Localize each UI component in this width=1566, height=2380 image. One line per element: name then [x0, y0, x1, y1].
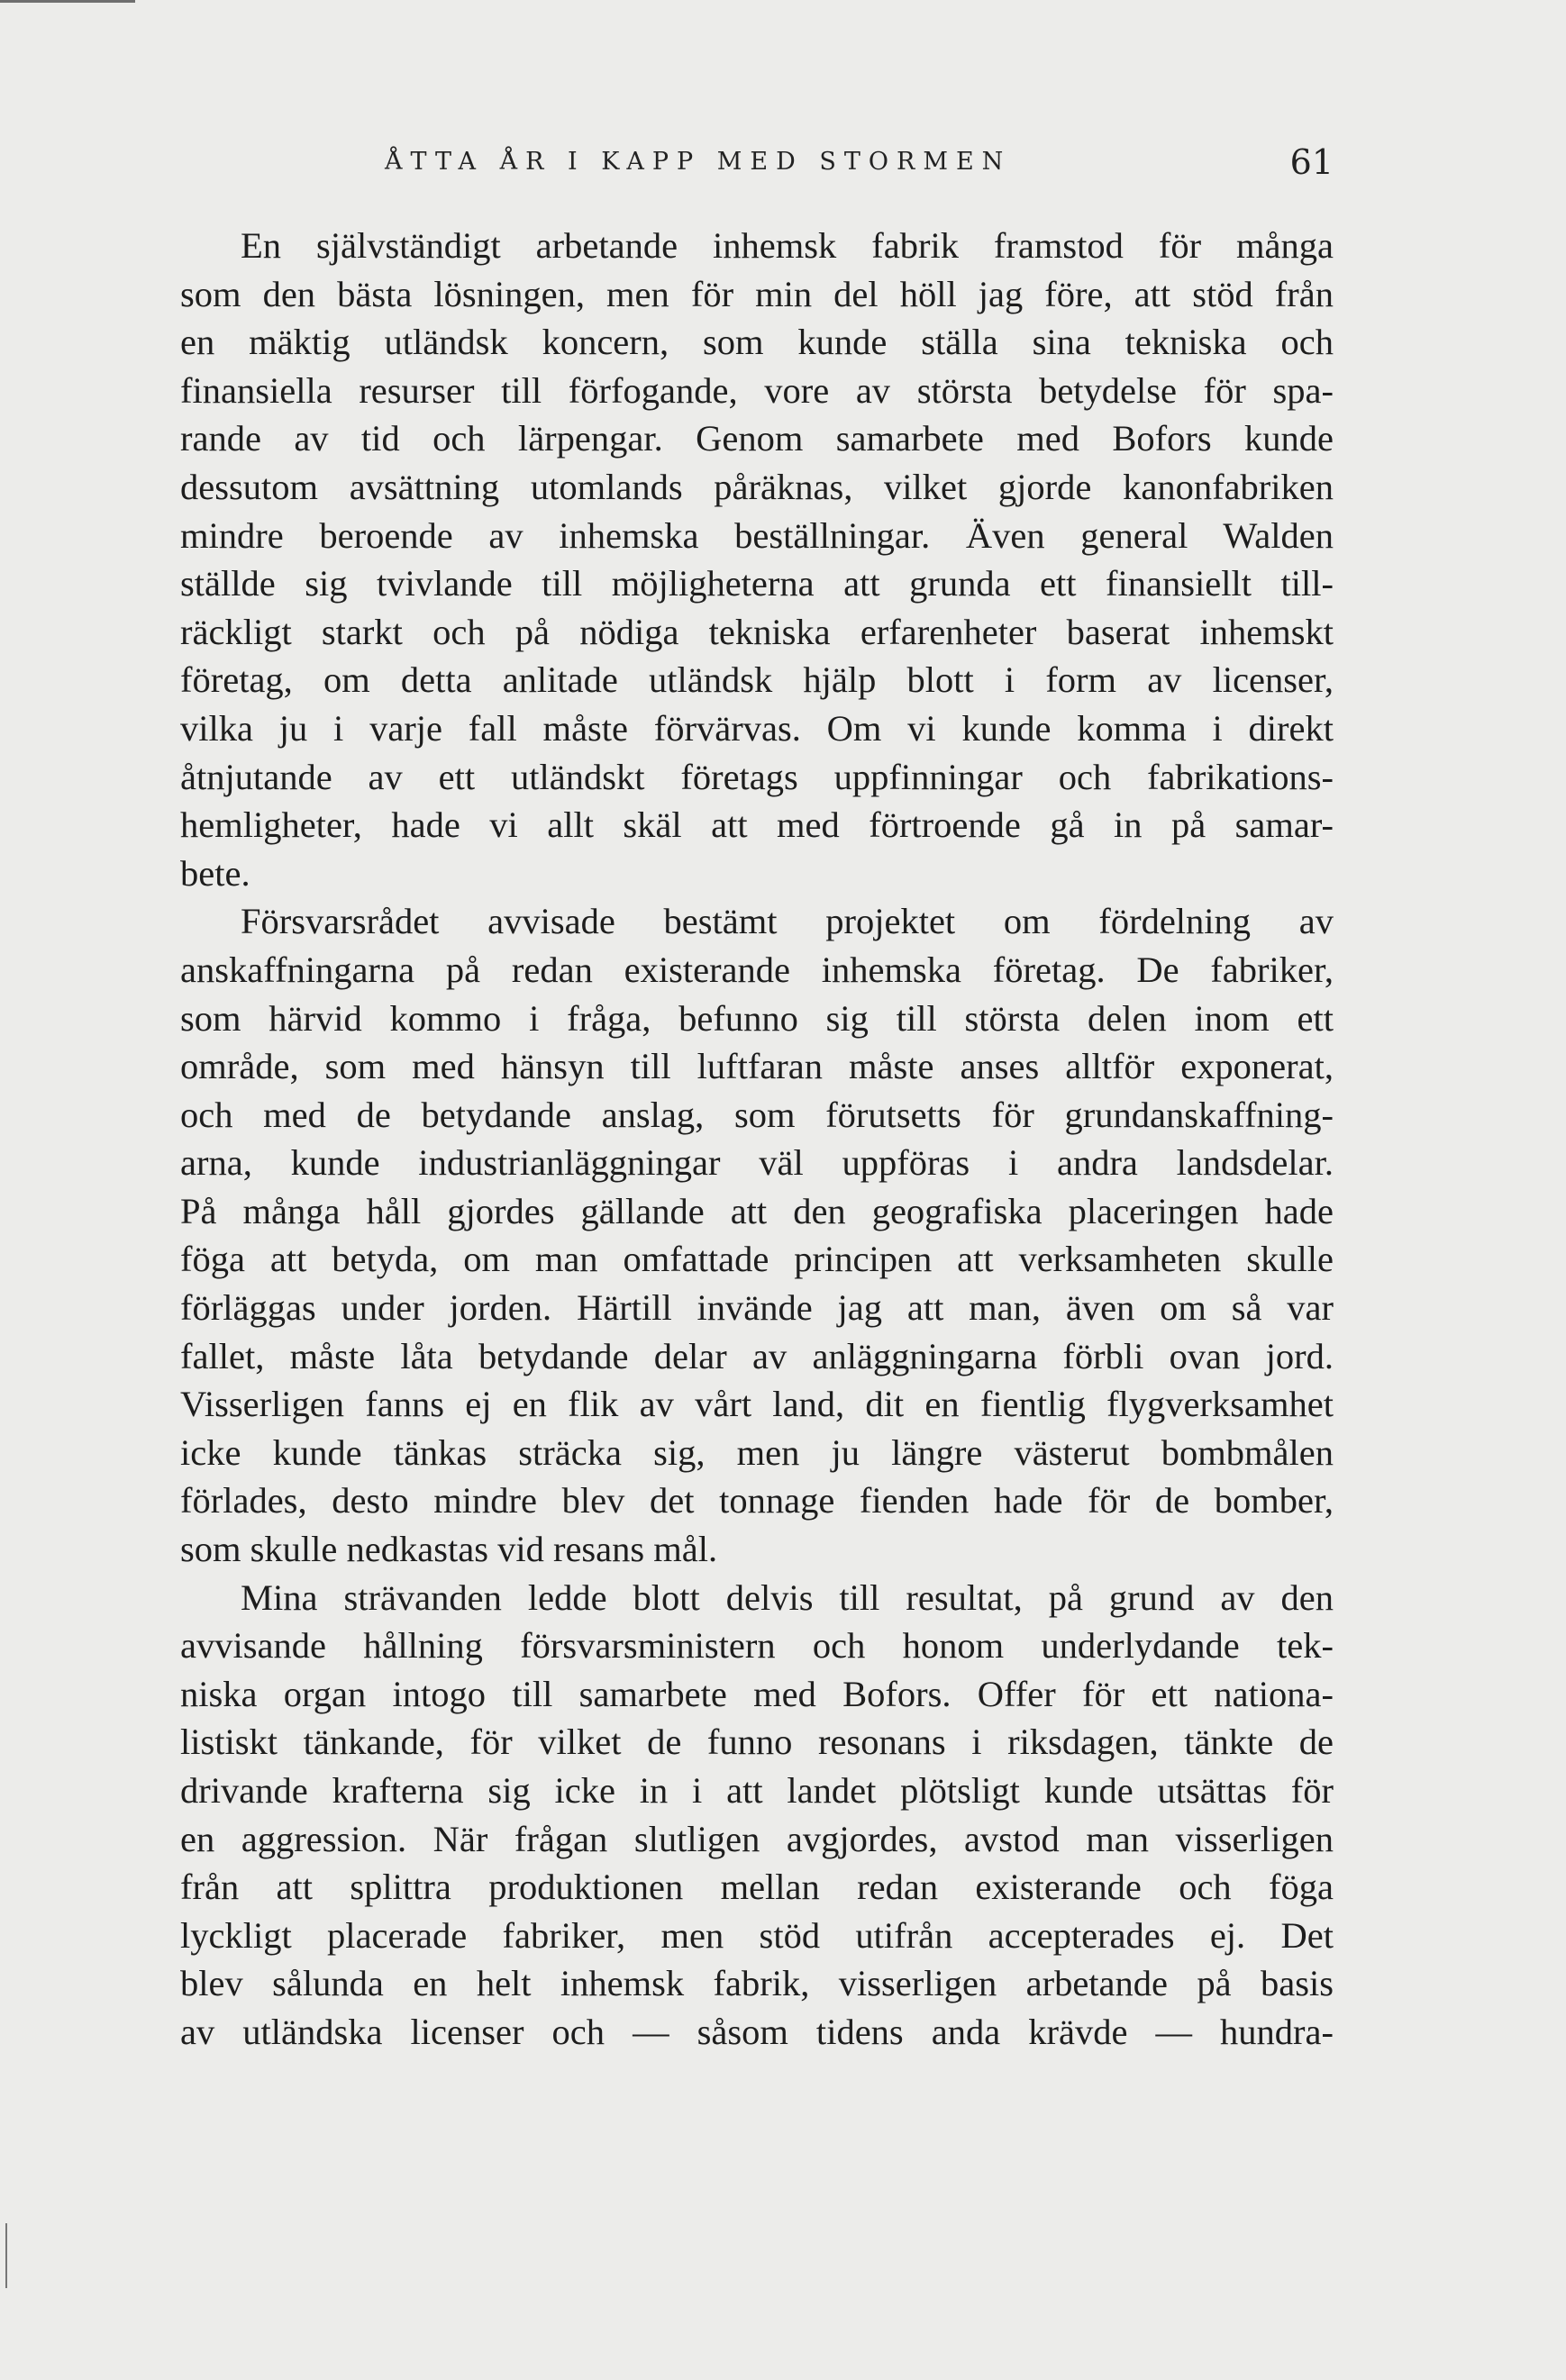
text-line: en aggression. När frågan slutligen avgjordes, avstod man visserligen [180, 1818, 1334, 1859]
text-line: som den bästa lösningen, men för min del höll jag före, att stöd från [180, 273, 1334, 314]
text-line: icke kunde tänkas sträcka sig, men ju längre västerut bombmålen [180, 1431, 1334, 1473]
text-line: niska organ intogo till samarbete med Bofors. Offer för ett nationa- [180, 1673, 1334, 1714]
text-line: En självständigt arbetande inhemsk fabrik framstod för många [241, 225, 1334, 266]
running-title: ÅTTA ÅR I KAPP MED STORMEN [385, 148, 1012, 176]
scan-edge-mark [5, 2223, 7, 2288]
text-line: av utländska licenser och — såsom tidens anda krävde — hundra- [180, 2011, 1334, 2052]
text-line: På många håll gjordes gällande att den geografiska placeringen hade [180, 1190, 1334, 1231]
text-line: förläggas under jorden. Härtill invände jag att man, även om så var [180, 1287, 1334, 1329]
text-line: ställde sig tvivlande till möjligheterna att grunda ett finansiellt till- [180, 563, 1334, 604]
running-head [180, 142, 1334, 196]
text-line: Visserligen fanns ej en flik av vårt land, dit en fientlig flygverksamhet [180, 1384, 1334, 1425]
text-line: som härvid kommo i fråga, befunno sig till största delen inom ett [180, 997, 1334, 1039]
text-line: anskaffningarna på redan existerande inhemska företag. De fabriker, [180, 949, 1334, 990]
text-line: räckligt starkt och på nödiga tekniska erfarenheter baserat inhemskt [180, 611, 1334, 652]
text-line: en mäktig utländsk koncern, som kunde ställa sina tekniska och [180, 322, 1334, 363]
text-line: förlades, desto mindre blev det tonnage fienden hade för de bomber, [180, 1480, 1334, 1522]
text-line: företag, om detta anlitade utländsk hjälp blott i form av licenser, [180, 659, 1334, 701]
paragraph [180, 897, 1334, 1573]
text-line: mindre beroende av inhemska beställningar. Även general Walden [180, 514, 1334, 556]
text-line: dessutom avsättning utomlands påräknas, vilket gjorde kanonfabriken [180, 466, 1334, 507]
text-line: bete. [180, 852, 250, 894]
paragraph [180, 1574, 1334, 2057]
text-line: listiskt tänkande, för vilket de funno resonans i riksdagen, tänkte de [180, 1721, 1334, 1763]
text-line: finansiella resurser till förfogande, vore av största betydelse för spa- [180, 369, 1334, 411]
text-line: hemligheter, hade vi allt skäl att med förtroende gå in på samar- [180, 804, 1334, 846]
page-number: 61 [1289, 142, 1334, 182]
text-line: avvisande hållning försvarsministern och honom underlydande tek- [180, 1625, 1334, 1667]
text-line: åtnjutande av ett utländskt företags uppfinningar och fabrikations- [180, 756, 1334, 797]
text-line: rande av tid och lärpengar. Genom samarbete med Bofors kunde [180, 418, 1334, 459]
text-line: föga att betyda, om man omfattade principen att verksamheten skulle [180, 1239, 1334, 1280]
text-line: arna, kunde industrianläggningar väl uppföras i andra landsdelar. [180, 1142, 1334, 1184]
text-line: från att splittra produktionen mellan redan existerande och föga [180, 1867, 1334, 1908]
text-line: lyckligt placerade fabriker, men stöd utifrån accepterades ej. Det [180, 1914, 1334, 1956]
text-line: Försvarsrådet avvisade bestämt projektet om fördelning av [241, 901, 1334, 942]
body-text [180, 222, 1334, 2057]
text-line: område, som med hänsyn till luftfaran måste anses alltför exponerat, [180, 1046, 1334, 1087]
text-line: vilka ju i varje fall måste förvärvas. Om vi kunde komma i direkt [180, 707, 1334, 749]
scan-corner-rule [0, 0, 135, 3]
text-line: blev sålunda en helt inhemsk fabrik, visserligen arbetande på basis [180, 1963, 1334, 2004]
text-line: och med de betydande anslag, som förutsetts för grundanskaffning- [180, 1094, 1334, 1135]
text-line: drivande krafterna sig icke in i att landet plötsligt kunde utsättas för [180, 1770, 1334, 1811]
text-line: som skulle nedkastas vid resans mål. [180, 1529, 718, 1570]
text-line: Mina strävanden ledde blott delvis till resultat, på grund av den [241, 1576, 1334, 1618]
paragraph [180, 222, 1334, 897]
text-line: fallet, måste låta betydande delar av anläggningarna förbli ovan jord. [180, 1335, 1334, 1376]
